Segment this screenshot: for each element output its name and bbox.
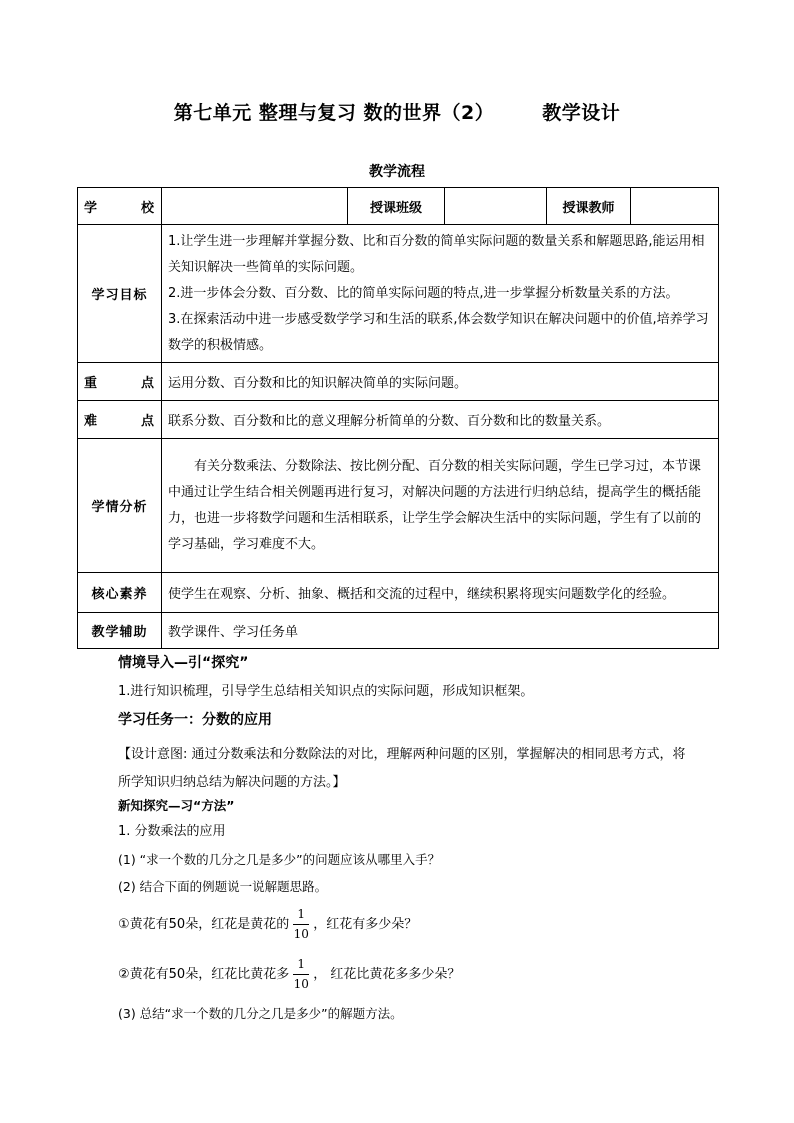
literacy-value: 使学生在观察、分析、抽象、概括和交流的过程中，继续积累将现实问题数学化的经验。 [162, 573, 719, 613]
lesson-plan-table [77, 187, 719, 649]
school-value [162, 188, 348, 225]
task1-heading: 学习任务一：分数的应用 [118, 712, 272, 728]
fraction-numerator: 1 [297, 907, 306, 921]
question-1: (1) “求一个数的几分之几是多少”的问题应该从哪里入手？ [118, 852, 441, 867]
objectives-row [78, 225, 719, 363]
title-topic: 整理与复习 [258, 102, 357, 124]
aids-label: 教学辅助 [78, 613, 162, 649]
fraction-one-tenth [293, 907, 309, 942]
key-value: 运用分数、百分数和比的知识解决简单的实际问题。 [162, 363, 719, 401]
fraction-denominator: 10 [293, 927, 309, 941]
objective-1: 1.让学生进一步理解并掌握分数、比和百分数的简单实际问题的数量关系和解题思路,能运用相关知识解决一些简单的实际问题。 [168, 233, 705, 275]
class-label: 授课班级 [348, 188, 445, 225]
flow-title: 教学流程 [369, 164, 425, 180]
teacher-value [631, 188, 719, 225]
intro-heading: 情境导入—引“探究” [118, 655, 249, 671]
design-intent: 【设计意图: 通过分数乘法和分数除法的对比，理解两种问题的区别，掌握解决的相同思考方式，将所学知识归纳总结为解决问题的方法。】 [118, 747, 686, 790]
title-unit: 第七单元 [173, 102, 252, 124]
difficulty-label: 难 点 [78, 401, 162, 439]
example-1-text: ①黄花有50朵，红花是黄花的 [118, 917, 290, 932]
literacy-label: 核心素养 [78, 573, 162, 613]
page-title [0, 98, 794, 125]
fraction-denominator: 10 [293, 977, 309, 991]
fraction-numerator: 1 [297, 957, 306, 971]
example-1-tail: ，红花有多少朵？ [313, 917, 418, 932]
item-1: 1. 分数乘法的应用 [118, 824, 226, 839]
analysis-cell [162, 439, 719, 573]
objectives-cell [162, 225, 719, 363]
example-1 [118, 905, 698, 945]
school-row [78, 188, 719, 225]
difficulty-row [78, 401, 719, 439]
school-label: 学 校 [78, 188, 162, 225]
analysis-value: 有关分数乘法、分数除法、按比例分配、百分数的相关实际问题，学生已学习过，本节课中通过让学生结合相关例题再进行复习，对解决问题的方法进行归纳总结，提高学生的概括能力，也进一步将数学问题和生活相联系，让学生学会解决生活中的实际问题，学生有了以前的学习基础，学习难度不大。 [168, 458, 702, 552]
objective-2: 2.进一步体会分数、百分数、比的简单实际问题的特点,进一步掌握分析数量关系的方法。 [168, 285, 679, 301]
objective-3: 3.在探索活动中进一步感受数学学习和生活的联系,体会数学知识在解决问题中的价值,培养学习数学的积极情感。 [168, 311, 709, 353]
example-2-tail: ， 红花比黄花多多少朵？ [313, 967, 461, 982]
question-2: (2) 结合下面的例题说一说解题思路。 [118, 879, 328, 894]
objectives-label: 学习目标 [78, 225, 162, 363]
key-row [78, 363, 719, 401]
title-lesson: 数的世界（2） [363, 102, 495, 124]
difficulty-value: 联系分数、百分数和比的意义理解分析简单的分数、百分数和比的数量关系。 [162, 401, 719, 439]
aids-value: 教学课件、学习任务单 [162, 613, 719, 649]
class-value [445, 188, 547, 225]
title-doc-type: 教学设计 [542, 102, 621, 124]
aids-row [78, 613, 719, 649]
intro-text: 1.进行知识梳理，引导学生总结相关知识点的实际问题，形成知识框架。 [118, 684, 534, 699]
fraction-one-tenth-2 [293, 957, 309, 992]
example-2 [118, 955, 698, 995]
question-3: (3) 总结“求一个数的几分之几是多少”的解题方法。 [118, 1006, 403, 1021]
teacher-label: 授课教师 [547, 188, 631, 225]
key-label: 重 点 [78, 363, 162, 401]
literacy-row [78, 573, 719, 613]
analysis-label: 学情分析 [78, 439, 162, 573]
analysis-row [78, 439, 719, 573]
explore-heading: 新知探究—习“方法” [118, 798, 235, 813]
example-2-text: ②黄花有50朵，红花比黄花多 [118, 967, 290, 982]
